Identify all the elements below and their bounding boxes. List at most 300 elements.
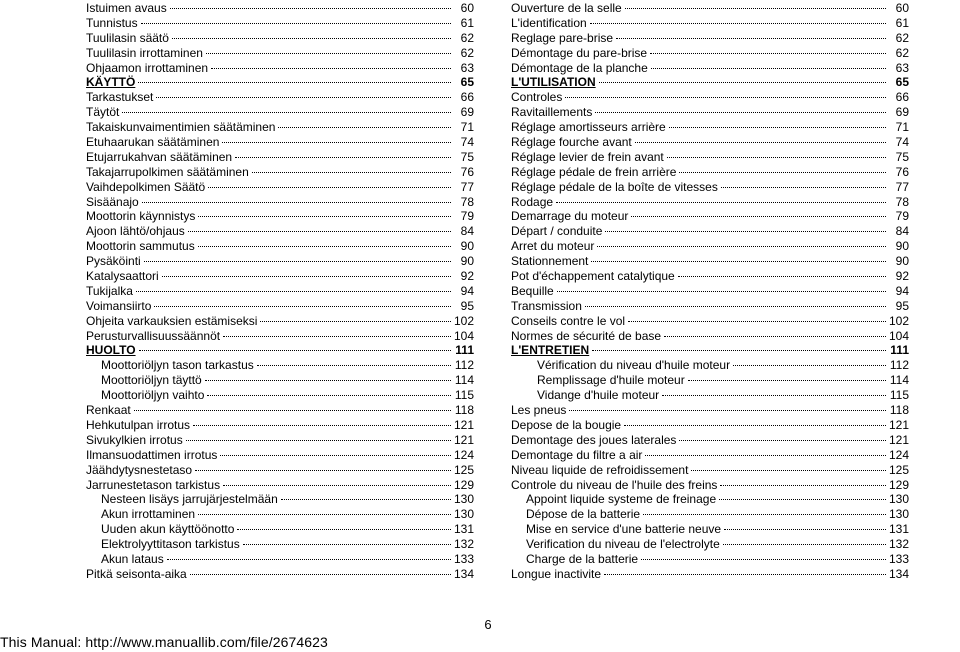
toc-entry-title: Verification du niveau de l'electrolyte	[526, 537, 720, 552]
toc-entry-title: Akun irrottaminen	[101, 507, 196, 522]
footer-manual-link[interactable]: This Manual: http://www.manuallib.com/file/2674623	[0, 634, 328, 650]
toc-entry-title: Réglage pédale de frein arrière	[511, 164, 677, 179]
toc-entry-title: Ajoon lähtö/ohjaus	[86, 224, 185, 239]
toc-entry-title: Moottoriöljyn täyttö	[101, 373, 202, 388]
dot-leader	[662, 395, 886, 396]
toc-entry-title: Ouverture de la selle	[511, 1, 622, 15]
toc-entry-title: Jäähdytysnestetaso	[86, 462, 193, 477]
dot-leader	[252, 172, 451, 173]
toc-entry-page: 132	[888, 537, 909, 552]
dot-leader	[195, 470, 451, 471]
toc-entry-title: Moottoriöljyn vaihto	[101, 388, 205, 403]
toc-entry-page: 74	[895, 135, 909, 150]
toc-entry[interactable]	[86, 433, 474, 448]
toc-entry-page: 62	[460, 45, 474, 60]
toc-entry-page: 71	[460, 120, 474, 135]
toc-entry-page: 115	[889, 388, 909, 403]
dot-leader	[237, 529, 451, 530]
dot-leader	[188, 231, 451, 232]
toc-entry[interactable]	[86, 105, 474, 120]
dot-leader	[136, 291, 451, 292]
dot-leader	[139, 350, 451, 351]
toc-entry[interactable]	[86, 46, 474, 61]
dot-leader	[220, 455, 451, 456]
dot-leader	[628, 321, 886, 322]
toc-entry-page: 131	[453, 522, 474, 537]
toc-entry-page: 102	[888, 313, 909, 328]
toc-entry-page: 121	[453, 432, 474, 447]
toc-entry-title: Arret du moteur	[511, 239, 595, 254]
toc-entry-page: 132	[453, 537, 474, 552]
toc-entry-title: L'identification	[511, 15, 587, 30]
dot-leader	[223, 485, 451, 486]
toc-entry-title: Normes de sécurité de base	[511, 328, 662, 343]
toc-entry[interactable]	[86, 239, 474, 254]
dot-leader	[721, 187, 886, 188]
toc-entry-page: 62	[895, 45, 909, 60]
toc-entry-page: 90	[895, 254, 909, 269]
toc-entry[interactable]	[511, 209, 909, 224]
toc-entry-title: Jarrunestetason tarkistus	[86, 477, 221, 492]
toc-entry[interactable]	[86, 299, 474, 314]
dot-leader	[597, 246, 886, 247]
dot-leader	[667, 157, 886, 158]
toc-entry-page: 129	[888, 477, 909, 492]
toc-entry[interactable]	[86, 507, 474, 522]
toc-entry-title: Moottorin sammutus	[86, 239, 195, 254]
toc-entry-page: 131	[888, 522, 909, 537]
dot-leader	[141, 23, 451, 24]
toc-entry-title: Takajarrupolkimen säätäminen	[86, 164, 249, 179]
toc-entry-page: 118	[454, 403, 474, 418]
toc-entry[interactable]	[86, 90, 474, 105]
toc-entry[interactable]	[511, 358, 909, 373]
toc-entry[interactable]	[86, 150, 474, 165]
toc-entry-title: L'UTILISATION	[511, 75, 596, 90]
dot-leader	[624, 425, 886, 426]
dot-leader	[207, 395, 451, 396]
dot-leader	[625, 8, 886, 9]
toc-entry-page: 133	[888, 551, 909, 566]
toc-entry-title: Ravitaillements	[511, 105, 593, 120]
dot-leader	[641, 559, 886, 560]
toc-entry[interactable]	[511, 537, 909, 552]
dot-leader	[679, 440, 886, 441]
toc-entry[interactable]	[511, 165, 909, 180]
toc-entry[interactable]	[86, 269, 474, 284]
toc-entry-page: 90	[460, 239, 474, 254]
toc-entry-title: Hehkutulpan irrotus	[86, 417, 191, 432]
toc-entry-page: 69	[895, 105, 909, 120]
toc-entry[interactable]	[86, 567, 474, 582]
toc-entry[interactable]	[86, 61, 474, 76]
toc-entry-title: Réglage levier de frein avant	[511, 149, 664, 164]
toc-entry-page: 71	[895, 120, 909, 135]
toc-entry-title: Réglage pédale de la boîte de vitesses	[511, 179, 718, 194]
toc-entry-title: Elektrolyyttitason tarkistus	[101, 537, 240, 552]
dot-leader	[650, 53, 886, 54]
toc-french	[511, 1, 909, 582]
toc-entry[interactable]	[86, 31, 474, 46]
toc-entry-title: Nesteen lisäys jarrujärjestelmään	[101, 492, 278, 507]
dot-leader	[599, 82, 886, 83]
dot-leader	[720, 485, 886, 486]
toc-entry-title: Täytöt	[86, 105, 120, 120]
toc-entry-page: 61	[460, 15, 474, 30]
toc-entry[interactable]	[511, 567, 909, 582]
toc-entry-page: 65	[895, 75, 909, 90]
toc-entry-page: 84	[460, 224, 474, 239]
toc-entry[interactable]	[511, 478, 909, 493]
toc-entry-title: Appoint liquide systeme de freinage	[526, 492, 717, 507]
toc-entry-page: 121	[888, 417, 909, 432]
toc-entry-page: 118	[889, 403, 909, 418]
dot-leader	[142, 202, 451, 203]
toc-entry[interactable]	[86, 403, 474, 418]
dot-leader	[651, 68, 886, 69]
toc-entry-title: Départ / conduite	[511, 224, 603, 239]
dot-leader	[691, 470, 886, 471]
toc-entry-page: 130	[453, 492, 474, 507]
toc-entry[interactable]	[511, 254, 909, 269]
toc-entry[interactable]	[511, 522, 909, 537]
dot-leader	[591, 261, 886, 262]
dot-leader	[669, 127, 886, 128]
toc-entry-title: Katalysaattori	[86, 269, 159, 284]
toc-entry-page: 112	[454, 358, 474, 373]
toc-entry-title: Les pneus	[511, 403, 567, 418]
toc-entry-page: 104	[453, 328, 474, 343]
toc-entry-title: Renkaat	[86, 403, 131, 418]
toc-entry-page: 76	[895, 164, 909, 179]
toc-entry-title: Rodage	[511, 194, 554, 209]
toc-entry[interactable]	[86, 522, 474, 537]
toc-entry-page: 125	[888, 462, 909, 477]
toc-entry-title: Reglage pare-brise	[511, 30, 614, 45]
dot-leader	[723, 544, 886, 545]
toc-entry-title: Voimansiirto	[86, 298, 152, 313]
toc-entry-page: 114	[454, 373, 474, 388]
toc-entry-page: 95	[895, 298, 909, 313]
toc-entry-title: Vérification du niveau d'huile moteur	[537, 358, 731, 373]
toc-entry-title: Pysäköinti	[86, 254, 141, 269]
toc-entry[interactable]	[511, 433, 909, 448]
toc-entry[interactable]	[86, 1, 474, 16]
toc-entry[interactable]	[86, 388, 474, 403]
dot-leader	[719, 499, 886, 500]
toc-entry-page: 130	[888, 507, 909, 522]
toc-entry-title: Vaihdepolkimen Säätö	[86, 179, 206, 194]
toc-entry[interactable]	[511, 314, 909, 329]
toc-entry-page: 76	[460, 164, 474, 179]
dot-leader	[631, 216, 886, 217]
toc-entry-page: 62	[460, 30, 474, 45]
toc-entry-title: KÄYTTÖ	[86, 75, 136, 90]
dot-leader	[278, 127, 451, 128]
toc-entry[interactable]	[86, 195, 474, 210]
toc-entry-title: Bequille	[511, 283, 554, 298]
toc-entry-title: Uuden akun käyttöönotto	[101, 522, 235, 537]
toc-entry[interactable]	[86, 478, 474, 493]
toc-entry[interactable]	[86, 552, 474, 567]
toc-entry[interactable]	[86, 492, 474, 507]
dot-leader	[557, 291, 886, 292]
toc-entry-page: 95	[460, 298, 474, 313]
toc-entry[interactable]	[511, 195, 909, 210]
toc-entry-page: 92	[895, 269, 909, 284]
dot-leader	[664, 336, 886, 337]
toc-entry-page: 84	[895, 224, 909, 239]
toc-entry[interactable]	[511, 75, 909, 90]
toc-entry-title: Longue inactivite	[511, 566, 602, 581]
toc-entry-title: Démontage du pare-brise	[511, 45, 648, 60]
toc-entry[interactable]	[511, 16, 909, 31]
dot-leader	[281, 499, 451, 500]
toc-entry-title: Niveau liquide de refroidissement	[511, 462, 689, 477]
toc-entry-title: Ohjaamon irrottaminen	[86, 60, 209, 75]
toc-entry-page: 94	[895, 283, 909, 298]
toc-entry[interactable]	[86, 418, 474, 433]
dot-leader	[679, 172, 886, 173]
toc-entry-title: Tuulilasin säätö	[86, 30, 169, 45]
toc-entry[interactable]	[511, 373, 909, 388]
toc-entry[interactable]	[86, 224, 474, 239]
toc-entry[interactable]	[86, 329, 474, 344]
toc-entry[interactable]	[86, 16, 474, 31]
dot-leader	[154, 306, 451, 307]
toc-entry-title: Sivukylkien irrotus	[86, 432, 183, 447]
toc-entry-title: Ohjeita varkauksien estämiseksi	[86, 313, 258, 328]
toc-entry-page: 65	[460, 75, 474, 90]
toc-entry[interactable]	[511, 299, 909, 314]
toc-entry[interactable]	[86, 284, 474, 299]
dot-leader	[724, 529, 886, 530]
toc-entry-page: 62	[895, 30, 909, 45]
toc-entry[interactable]	[86, 135, 474, 150]
toc-entry-title: Réglage amortisseurs arrière	[511, 120, 666, 135]
toc-entry-title: Perusturvallisuussäännöt	[86, 328, 221, 343]
toc-entry-title: Tukijalka	[86, 283, 133, 298]
page-number: 6	[484, 617, 492, 632]
toc-entry[interactable]	[86, 75, 474, 90]
toc-entry[interactable]	[86, 358, 474, 373]
toc-entry[interactable]	[86, 180, 474, 195]
toc-entry-title: Controle du niveau de l'huile des freins	[511, 477, 718, 492]
dot-leader	[235, 157, 451, 158]
toc-entry-page: 121	[453, 417, 474, 432]
toc-entry-title: HUOLTO	[86, 343, 136, 358]
dot-leader	[604, 574, 886, 575]
toc-entry-page: 111	[455, 343, 474, 358]
dot-leader	[167, 559, 451, 560]
toc-entry[interactable]	[86, 448, 474, 463]
toc-entry[interactable]	[511, 492, 909, 507]
toc-entry-title: Conseils contre le vol	[511, 313, 626, 328]
toc-entry-page: 94	[460, 283, 474, 298]
toc-entry[interactable]	[511, 105, 909, 120]
toc-entry-page: 78	[895, 194, 909, 209]
toc-entry-title: Stationnement	[511, 254, 589, 269]
toc-entry[interactable]	[86, 254, 474, 269]
toc-entry[interactable]	[86, 209, 474, 224]
dot-leader	[208, 187, 451, 188]
toc-entry-page: 78	[460, 194, 474, 209]
toc-entry-page: 90	[460, 254, 474, 269]
toc-entry[interactable]	[86, 537, 474, 552]
dot-leader	[565, 97, 886, 98]
toc-entry-page: 75	[460, 149, 474, 164]
toc-entry-title: Moottorin käynnistys	[86, 209, 196, 224]
toc-entry-title: Charge de la batterie	[526, 551, 639, 566]
toc-entry-page: 61	[895, 15, 909, 30]
toc-entry[interactable]	[86, 373, 474, 388]
toc-entry-page: 90	[895, 239, 909, 254]
toc-entry[interactable]	[511, 239, 909, 254]
toc-entry-title: Vidange d'huile moteur	[537, 388, 660, 403]
toc-entry[interactable]	[86, 343, 474, 358]
toc-entry-title: Réglage fourche avant	[511, 135, 632, 150]
toc-entry-page: 77	[895, 179, 909, 194]
toc-entry-title: Remplissage d'huile moteur	[537, 373, 685, 388]
toc-entry[interactable]	[511, 224, 909, 239]
toc-entry-page: 75	[895, 149, 909, 164]
dot-leader	[138, 82, 451, 83]
toc-entry[interactable]	[511, 61, 909, 76]
toc-entry[interactable]	[511, 120, 909, 135]
toc-entry[interactable]	[86, 314, 474, 329]
toc-entry-page: 102	[453, 313, 474, 328]
toc-entry-page: 112	[889, 358, 909, 373]
toc-entry-page: 129	[453, 477, 474, 492]
dot-leader	[205, 380, 451, 381]
toc-entry-page: 79	[895, 209, 909, 224]
toc-entry[interactable]	[511, 507, 909, 522]
dot-leader	[198, 246, 451, 247]
toc-entry-page: 77	[460, 179, 474, 194]
dot-leader	[134, 410, 451, 411]
dot-leader	[643, 514, 886, 515]
dot-leader	[122, 112, 451, 113]
dot-leader	[605, 231, 886, 232]
toc-entry-page: 115	[454, 388, 474, 403]
toc-entry[interactable]	[511, 552, 909, 567]
toc-entry[interactable]	[511, 90, 909, 105]
toc-entry-page: 79	[460, 209, 474, 224]
toc-entry-title: Démontage de la planche	[511, 60, 648, 75]
toc-entry-title: Mise en service d'une batterie neuve	[526, 522, 722, 537]
toc-entry-page: 121	[888, 432, 909, 447]
dot-leader	[678, 276, 886, 277]
dot-leader	[186, 440, 451, 441]
toc-entry-title: Moottoriöljyn tason tarkastus	[101, 358, 254, 373]
toc-entry-title: Demontage du filtre a air	[511, 447, 643, 462]
dot-leader	[595, 112, 886, 113]
dot-leader	[645, 455, 886, 456]
toc-entry[interactable]	[86, 463, 474, 478]
toc-entry[interactable]	[511, 329, 909, 344]
toc-entry-title: Etujarrukahvan säätäminen	[86, 149, 233, 164]
toc-entry-page: 125	[453, 462, 474, 477]
dot-leader	[162, 276, 451, 277]
toc-entry-page: 124	[888, 447, 909, 462]
toc-entry-page: 66	[895, 90, 909, 105]
toc-entry[interactable]	[511, 343, 909, 358]
toc-entry[interactable]	[511, 403, 909, 418]
dot-leader	[569, 410, 886, 411]
dot-leader	[556, 202, 886, 203]
toc-entry-title: Dépose de la batterie	[526, 507, 641, 522]
toc-entry[interactable]	[511, 388, 909, 403]
toc-entry-page: 74	[460, 135, 474, 150]
toc-entry[interactable]	[511, 418, 909, 433]
toc-entry[interactable]	[511, 448, 909, 463]
toc-entry[interactable]	[511, 463, 909, 478]
toc-entry-title: Transmission	[511, 298, 582, 313]
dot-leader	[635, 142, 886, 143]
toc-entry-page: 69	[460, 105, 474, 120]
dot-leader	[243, 544, 451, 545]
toc-entry[interactable]	[511, 46, 909, 61]
toc-entry[interactable]	[86, 120, 474, 135]
toc-entry-page: 104	[888, 328, 909, 343]
toc-entry-title: Tunnistus	[86, 15, 138, 30]
dot-leader	[193, 425, 451, 426]
dot-leader	[172, 38, 451, 39]
toc-entry[interactable]	[511, 135, 909, 150]
dot-leader	[156, 97, 451, 98]
toc-entry-title: Sisäänajo	[86, 194, 139, 209]
dot-leader	[260, 321, 451, 322]
toc-entry-page: 114	[889, 373, 909, 388]
toc-entry[interactable]	[511, 31, 909, 46]
toc-entry-page: 92	[460, 269, 474, 284]
dot-leader	[222, 142, 451, 143]
toc-entry-page: 124	[453, 447, 474, 462]
toc-finnish	[86, 1, 474, 582]
dot-leader	[211, 68, 451, 69]
toc-entry-title: Istuimen avaus	[86, 1, 167, 15]
dot-leader	[733, 365, 886, 366]
toc-entry-page: 66	[460, 90, 474, 105]
toc-entry-title: Depose de la bougie	[511, 417, 622, 432]
toc-entry-page: 111	[890, 343, 909, 358]
toc-entry-title: Controles	[511, 90, 563, 105]
toc-entry-title: Pot d'échappement catalytique	[511, 269, 675, 284]
toc-entry-title: Ilmansuodattimen irrotus	[86, 447, 218, 462]
dot-leader	[616, 38, 886, 39]
toc-entry[interactable]	[511, 150, 909, 165]
dot-leader	[590, 23, 886, 24]
toc-entry[interactable]	[511, 269, 909, 284]
toc-entry-title: Akun lataus	[101, 551, 164, 566]
toc-entry-page: 63	[460, 60, 474, 75]
toc-entry-page: 130	[453, 507, 474, 522]
dot-leader	[198, 216, 451, 217]
toc-entry[interactable]	[511, 284, 909, 299]
toc-entry[interactable]	[511, 1, 909, 16]
toc-entry-title: Takaiskunvaimentimien säätäminen	[86, 120, 276, 135]
toc-entry-page: 134	[888, 566, 909, 581]
toc-entry[interactable]	[511, 180, 909, 195]
dot-leader	[585, 306, 886, 307]
toc-entry-title: Tarkastukset	[86, 90, 154, 105]
toc-entry-page: 60	[895, 1, 909, 15]
toc-entry-page: 133	[453, 551, 474, 566]
dot-leader	[190, 574, 451, 575]
toc-entry-title: Pitkä seisonta-aika	[86, 566, 187, 581]
toc-entry[interactable]	[86, 165, 474, 180]
dot-leader	[223, 336, 451, 337]
